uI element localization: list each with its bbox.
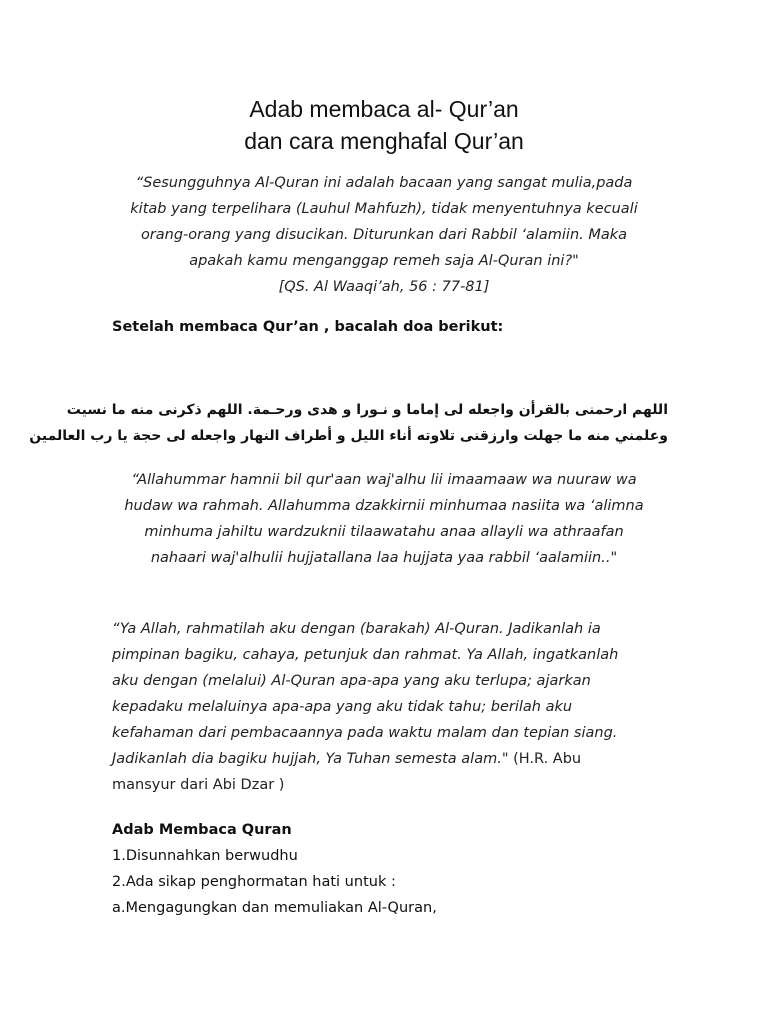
adab-item: a.Mengagungkan dan memuliakan Al-Quran, (112, 900, 437, 916)
translation-line: kepadaku melaluinya apa-apa yang aku tidak tahu; berilah aku (112, 699, 573, 715)
translation-line: Jadikanlah dia bagiku hujjah, Ya Tuhan semesta alam." (112, 751, 509, 767)
transliteration-line: “Allahummar hamnii bil qur'aan waj'alhu lii imaamaaw wa nuuraw wa (131, 472, 637, 488)
quote-line: “Sesungguhnya Al-Quran ini adalah bacaan yang sangat mulia,pada (135, 175, 633, 191)
quran-verse-quote (104, 170, 664, 300)
translation-line: kefahaman dari pembacaannya pada waktu malam dan tepian siang. (112, 725, 618, 741)
quote-line: orang-orang yang disucikan. Diturunkan dari Rabbil ‘alamiin. Maka (140, 227, 628, 243)
hadith-source: (H.R. Abu (508, 751, 582, 767)
quote-citation: [QS. Al Waaqi’ah, 56 : 77-81] (278, 279, 490, 295)
title-line-2: dan cara menghafal Qur’an (244, 128, 524, 154)
translation-line: pimpinan bagiku, cahaya, petunjuk dan rahmat. Ya Allah, ingatkanlah (112, 647, 619, 663)
arabic-line: اللهم ارحمنى بالقرأن واجعله لى إماما و نـورا و هدى ورحـمة. اللهم ذكرنى منه ما نسيت (66, 402, 668, 418)
quote-line: kitab yang terpelihara (Lauhul Mahfuzh), tidak menyentuhnya kecuali (130, 201, 638, 217)
prayer-transliteration (104, 467, 664, 571)
adab-section (112, 817, 437, 921)
page-title (0, 93, 768, 157)
transliteration-line: nahaari waj'alhulii hujjatallana laa hujjata yaa rabbil ‘aalamiin.." (150, 550, 618, 566)
quote-line: apakah kamu menganggap remeh saja Al-Quran ini?" (189, 253, 579, 269)
transliteration-line: minhuma jahiltu wardzuknii tilaawatahu anaa allayli wa athraafan (144, 524, 624, 540)
adab-heading: Adab Membaca Quran (112, 822, 292, 838)
transliteration-line: hudaw wa rahmah. Allahumma dzakkirnii minhumaa nasiita wa ‘alimna (124, 498, 644, 514)
adab-item: 2.Ada sikap penghormatan hati untuk : (112, 874, 396, 890)
arabic-prayer (29, 397, 668, 449)
adab-item: 1.Disunnahkan berwudhu (112, 848, 298, 864)
translation-line-with-source (112, 746, 672, 772)
prayer-translation (112, 616, 672, 798)
arabic-line: وعلمني منه ما جهلت وارزقنى تلاوته أناء الليل و أطراف النهار واجعله لى حجة يا رب العالمين (29, 428, 668, 444)
hadith-source-line: mansyur dari Abi Dzar ) (112, 777, 285, 793)
title-line-1: Adab membaca al- Qur’an (249, 96, 519, 122)
translation-line: aku dengan (melalui) Al-Quran apa-apa yang aku terlupa; ajarkan (112, 673, 591, 689)
translation-line: “Ya Allah, rahmatilah aku dengan (barakah) Al-Quran. Jadikanlah ia (112, 621, 601, 637)
doa-heading: Setelah membaca Qur’an , bacalah doa berikut: (112, 319, 504, 335)
